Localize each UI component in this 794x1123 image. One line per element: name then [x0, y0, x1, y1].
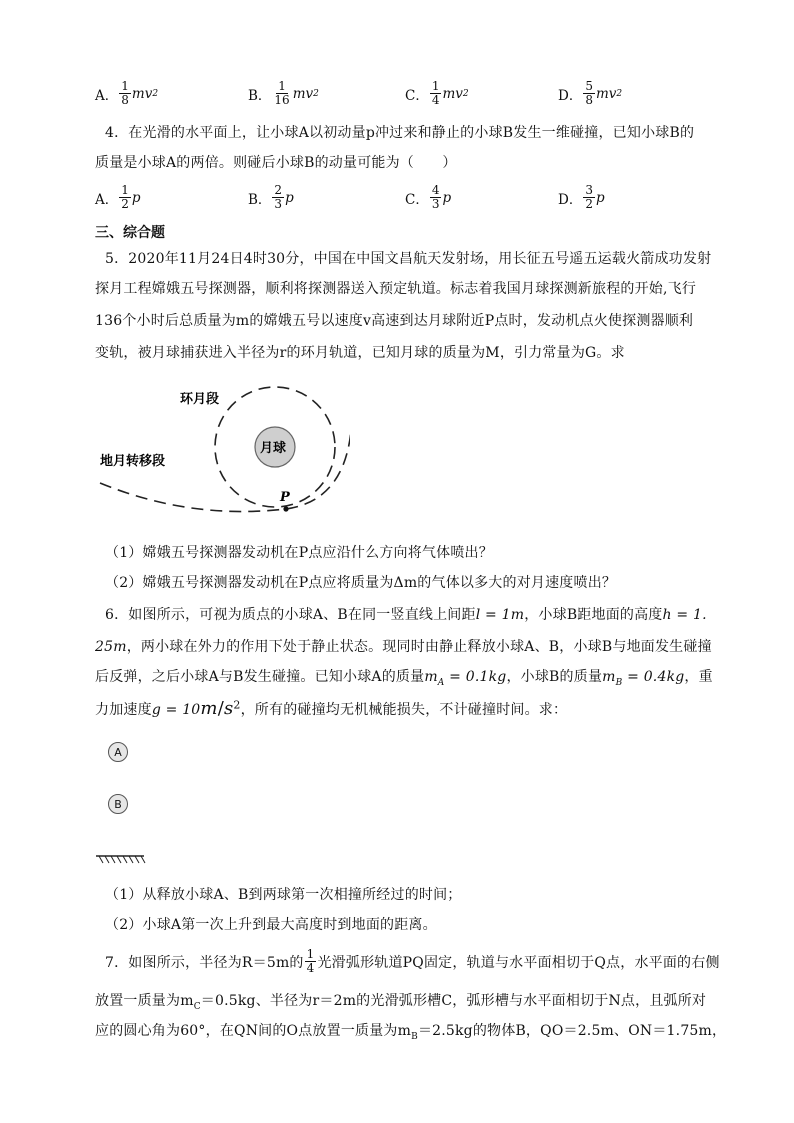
q4-option-c: C． $\frac{4}{3}$ p	[405, 183, 452, 211]
q4-option-a: A． $\frac{1}{2}$ p	[95, 183, 141, 211]
transfer-label: 地月转移段	[100, 454, 166, 469]
q4-line-2: 质量是小球A的两倍。则碰后小球B的动量可能为（ ）	[95, 155, 457, 171]
q6-sub-2: （2）小球A第一次上升到最大高度时到地面的距离。	[105, 917, 437, 933]
q6-sub-1: （1）从释放小球A、B到两球第一次相撞所经过的时间；	[105, 887, 462, 903]
q5-line-3: 136个小时后总质量为m的嫦娥五号以速度v高速到达月球附近P点时，发动机点火使探测器顺利	[95, 313, 694, 329]
moon-label: 月球	[260, 441, 287, 456]
q3-option-d: D． $\frac{5}{8}$ mv 2	[558, 79, 623, 107]
section-title: 三、综合题	[95, 225, 165, 241]
q6-line-3: 后反弹，之后小球A与B发生碰撞。已知小球A的质量$m_A = 0.1kg$，小球B的质量$m_B = 0.4kg$，重	[95, 669, 713, 688]
q5-line-2: 探月工程嫦娥五号探测器，顺利将探测器送入预定轨道。标志着我国月球探测新旅程的开始,飞行	[95, 281, 697, 297]
q6-line-1: 6．如图所示，可视为质点的小球A、B在同一竖直线上间距l = 1m，小球B距地面的高度h = 1.	[105, 607, 707, 623]
q5-line-4: 变轨，被月球捕获进入半径为r的环月轨道，已知月球的质量为M，引力常量为G。求	[95, 345, 625, 361]
ground-hatch	[96, 854, 146, 866]
q4-line-1: 4．在光滑的水平面上，让小球A以初动量p冲过来和静止的小球B发生一维碰撞，已知小球B的	[105, 125, 695, 141]
orbit-label: 环月段	[180, 392, 220, 407]
q6-line-2: 25m，两小球在外力的作用下处于静止状态。现同时由静止释放小球A、B，小球B与地面发生碰撞	[95, 639, 712, 655]
moon-orbit-figure	[90, 375, 350, 525]
point-p-marker	[283, 506, 288, 511]
point-p-label: P	[280, 490, 290, 505]
q7-line-2: 放置一质量为$m_C=0.5kg$、半径为r＝2m的光滑弧形槽C，弧形槽与水平面相切于N点，且弧所对	[95, 993, 707, 1012]
q3-option-a: A． $\frac{1}{8}$ mv 2	[95, 79, 159, 107]
ball-a: A	[108, 742, 128, 762]
q5-sub-1: （1）嫦娥五号探测器发动机在P点应沿什么方向将气体喷出？	[105, 545, 493, 561]
q3-option-c: C． $\frac{1}{4}$ mv 2	[405, 79, 469, 107]
q5-sub-2: （2）嫦娥五号探测器发动机在P点应将质量为Δm的气体以多大的对月速度喷出？	[105, 575, 617, 591]
q4-option-b: B． $\frac{2}{3}$ p	[248, 183, 294, 211]
q4-option-d: D． $\frac{3}{2}$ p	[558, 183, 605, 211]
q7-line-3: 应的圆心角为60°，在QN间的O点放置一质量为$m_B=2.5kg$的物体B，QO＝2.5m、ON＝1.75m，	[95, 1023, 727, 1042]
q6-line-4: 力加速度$g = 10m/s^2$，所有的碰撞均无机械能损失，不计碰撞时间。求：	[95, 698, 568, 719]
q3-option-b: B． $\frac{1}{16}$ mv 2	[248, 79, 319, 107]
q5-line-1: 5．2020年11月24日4时30分，中国在中国文昌航天发射场，用长征五号遥五运载火箭成功发射	[105, 251, 712, 267]
q7-line-1: 7．如图所示，半径为R＝5m的 $\frac{1}{4}$ 光滑弧形轨道PQ固定，轨道与水平面相切于Q点，水平面的右侧	[105, 947, 720, 975]
ball-b: B	[108, 794, 128, 814]
